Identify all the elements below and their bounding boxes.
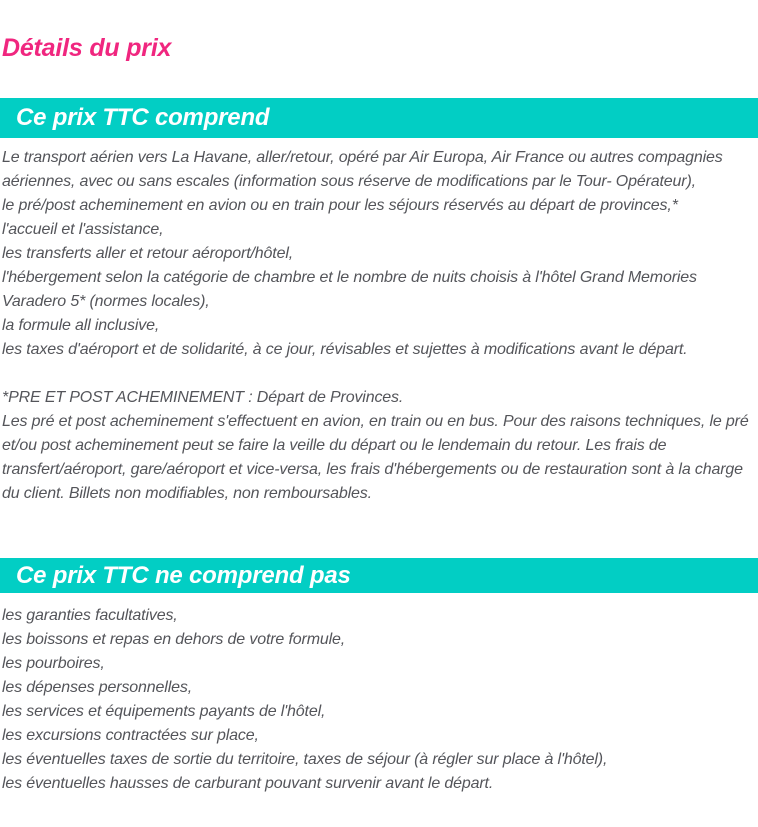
- list-item: les pourboires,: [2, 655, 105, 672]
- pre-post-acheminement-note: [2, 386, 758, 506]
- list-item: les boissons et repas en dehors de votre formule,: [2, 631, 346, 648]
- list-item: Le transport aérien vers La Havane, aller/retour, opéré par Air Europa, Air France ou autres compagnies aériennes, avec ou sans escales (information sous réserve de modifications par le Tour- Opérateur),: [2, 149, 723, 190]
- list-item: les excursions contractées sur place,: [2, 727, 259, 744]
- list-item: les éventuelles taxes de sortie du territoire, taxes de séjour (à régler sur place à l'hôtel),: [2, 751, 608, 768]
- section-header-not-included-label: Ce prix TTC ne comprend pas: [16, 561, 351, 589]
- section-header-included: [0, 98, 758, 138]
- page-title: Détails du prix: [2, 33, 172, 62]
- note-title: *PRE ET POST ACHEMINEMENT : Départ de Provinces.: [2, 389, 404, 406]
- list-item: les taxes d'aéroport et de solidarité, à ce jour, révisables et sujettes à modifications avant le départ.: [2, 341, 688, 358]
- not-included-list: [2, 604, 758, 796]
- list-item: les éventuelles hausses de carburant pouvant survenir avant le départ.: [2, 775, 494, 792]
- list-item: le pré/post acheminement en avion ou en train pour les séjours réservés au départ de provinces,*: [2, 197, 678, 214]
- list-item: les dépenses personnelles,: [2, 679, 193, 696]
- section-header-included-label: Ce prix TTC comprend: [16, 104, 270, 131]
- included-list: [2, 146, 758, 506]
- list-item: la formule all inclusive,: [2, 317, 160, 334]
- note-body: Les pré et post acheminement s'effectuent en avion, en train ou en bus. Pour des raisons techniques, le pré et/ou post acheminement peut se faire la veille du départ ou le lendemain du retour. Les frais de transfert/aéroport, gare/aéroport et vice-versa, les frais d'hébergements ou de restauration sont à la charge du client. Billets non modifiables, non remboursables.: [2, 413, 749, 502]
- list-item: les transferts aller et retour aéroport/hôtel,: [2, 245, 294, 262]
- list-item: les garanties facultatives,: [2, 607, 178, 624]
- list-item: les services et équipements payants de l'hôtel,: [2, 703, 326, 720]
- list-item: l'accueil et l'assistance,: [2, 221, 164, 238]
- section-header-not-included: [0, 558, 758, 593]
- list-item: l'hébergement selon la catégorie de chambre et le nombre de nuits choisis à l'hôtel Grand Memories Varadero 5* (normes locales),: [2, 269, 697, 310]
